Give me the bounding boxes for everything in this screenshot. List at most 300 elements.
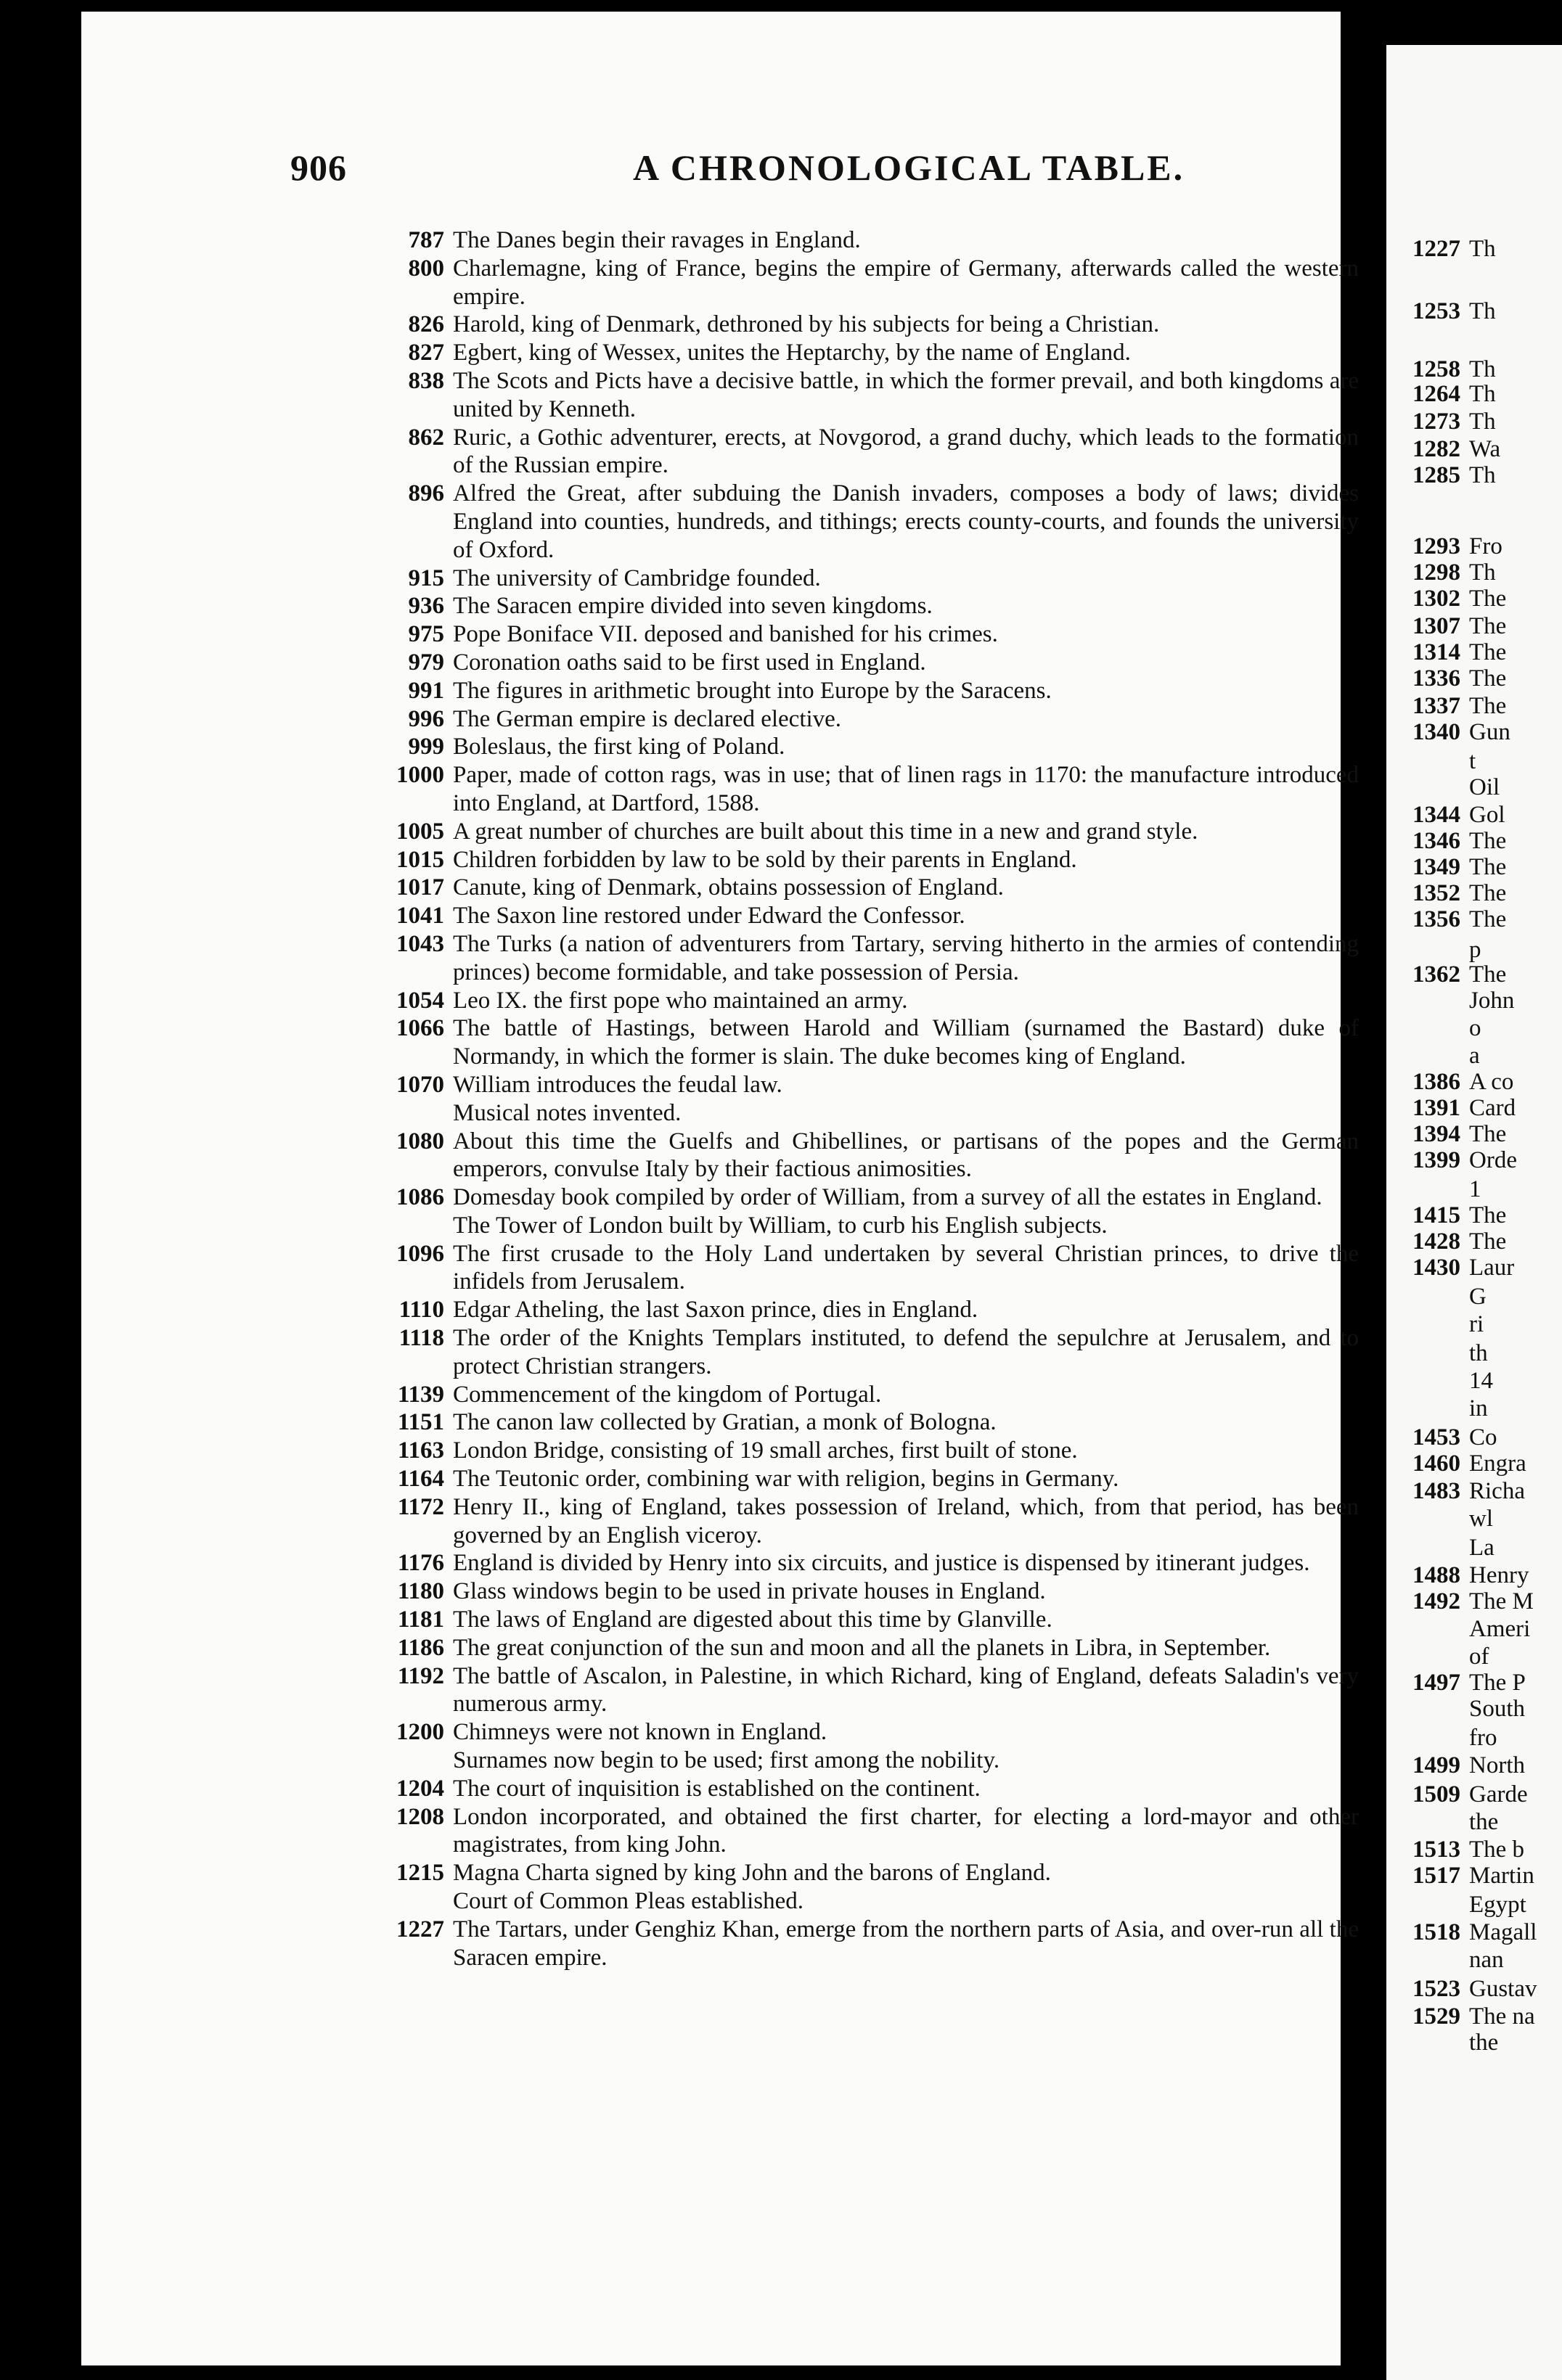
entry-text: Ruric, a Gothic adventurer, erects, at Novgorod, a grand duchy, which leads to the formation of the Russian empire.	[453, 424, 1359, 479]
right-chronology-entry	[1398, 1588, 1534, 1615]
right-chronology-entry	[1398, 380, 1496, 408]
entry-year: 862	[408, 424, 444, 451]
entry-year: 1529	[1412, 2003, 1460, 2030]
chronology-entry	[372, 592, 1359, 620]
entry-text: Henry	[1469, 1562, 1529, 1588]
entry-text: ri	[1469, 1311, 1484, 1337]
entry-text: The	[1469, 1202, 1507, 1228]
entry-text: Th	[1469, 559, 1496, 586]
entry-text: t	[1469, 748, 1476, 774]
entry-text: The	[1469, 1228, 1507, 1255]
entry-year: 787	[408, 227, 444, 253]
entry-year: 800	[408, 255, 444, 282]
entry-text: Engra	[1469, 1450, 1526, 1477]
entry-year: 1054	[396, 987, 444, 1014]
entry-text: South	[1469, 1696, 1526, 1722]
right-chronology-entry	[1398, 1120, 1506, 1148]
entry-year: 826	[408, 311, 444, 338]
entry-year: 915	[408, 565, 444, 591]
entry-text: The b	[1469, 1837, 1525, 1863]
right-chronology-entry	[1398, 1202, 1506, 1229]
chronology-entry	[372, 1408, 1359, 1437]
entry-year: 838	[408, 367, 444, 394]
entry-text: the	[1469, 2030, 1499, 2056]
entry-year: 1509	[1412, 1781, 1460, 1807]
right-chronology-entry	[1398, 612, 1506, 640]
chronology-entry	[372, 1437, 1359, 1465]
right-chronology-entry	[1398, 2029, 1498, 2056]
chronology-entry	[372, 1577, 1359, 1606]
entry-text: The battle of Ascalon, in Palestine, in which Richard, king of England, defeats Saladin's very numerous army.	[453, 1662, 1359, 1718]
entry-text: The canon law collected by Gratian, a monk of Bologna.	[453, 1409, 997, 1436]
right-chronology-entry	[1398, 1836, 1524, 1863]
entry-text: in	[1469, 1395, 1488, 1421]
entry-text: The M	[1469, 1588, 1534, 1614]
chronology-entry	[372, 1493, 1359, 1550]
chronology-entry	[372, 987, 1359, 1015]
right-chronology-entry	[1398, 1146, 1517, 1174]
entry-year: 1336	[1412, 665, 1460, 692]
entry-year: 1483	[1412, 1478, 1460, 1504]
entry-text: The Danes begin their ravages in England.	[453, 227, 861, 253]
entry-text: The figures in arithmetic brought into Europe by the Saracens.	[453, 677, 1052, 704]
entry-text: nan	[1469, 1947, 1504, 1973]
entry-text: The	[1469, 906, 1507, 932]
entry-year: 1285	[1412, 462, 1460, 488]
entry-text: G	[1469, 1284, 1487, 1310]
entry-text: Commencement of the kingdom of Portugal.	[453, 1381, 882, 1408]
entry-year: 1307	[1412, 613, 1460, 639]
right-chronology-entry	[1398, 1367, 1493, 1395]
entry-text: Martin	[1469, 1863, 1534, 1889]
entry-year: 1352	[1412, 880, 1460, 906]
entry-text: The	[1469, 1121, 1507, 1147]
right-chronology-entry	[1398, 461, 1496, 489]
chronology-entry	[372, 677, 1359, 705]
entry-text: Domesday book compiled by order of William, from a survey of all the estates in England.	[453, 1184, 1322, 1211]
right-page-fragment	[1386, 45, 1562, 2380]
right-chronology-entry	[1398, 356, 1496, 383]
entry-text: Ameri	[1469, 1616, 1531, 1642]
entry-text: The	[1469, 613, 1507, 639]
entry-year: 1523	[1412, 1976, 1460, 2002]
entry-text: Glass windows begin to be used in private houses in England.	[453, 1578, 1046, 1605]
entry-year: 1293	[1412, 533, 1460, 559]
entry-text: The P	[1469, 1670, 1526, 1696]
entry-text: Oil	[1469, 774, 1500, 800]
entry-text: The laws of England are digested about this time by Glanville.	[453, 1606, 1052, 1633]
entry-text: Magall	[1469, 1919, 1537, 1945]
entry-year: 1227	[396, 1916, 444, 1942]
right-chronology-entry	[1398, 1808, 1498, 1836]
entry-text: The Scots and Picts have a decisive battle, in which the former prevail, and both kingdoms are united by Kenneth.	[453, 367, 1359, 422]
entry-year: 1517	[1412, 1863, 1460, 1889]
entry-text: The Tartars, under Genghiz Khan, emerge from the northern parts of Asia, and over-run all the Saracen empire.	[453, 1916, 1359, 1971]
chronology-entry	[372, 480, 1359, 564]
entry-text: London Bridge, consisting of 19 small arches, first built of stone.	[453, 1437, 1078, 1464]
entry-year: 1349	[1412, 854, 1460, 880]
entry-year: 1204	[396, 1775, 444, 1802]
entry-year: 1043	[396, 930, 444, 957]
entry-year: 1298	[1412, 559, 1460, 586]
right-chronology-entry	[1398, 1094, 1516, 1122]
entry-year: 1399	[1412, 1147, 1460, 1173]
entry-year: 1215	[396, 1860, 444, 1887]
entry-year: 1015	[396, 846, 444, 873]
chronology-entry	[372, 1014, 1359, 1071]
chronology-entry	[372, 1916, 1359, 1972]
chronology-entry	[372, 930, 1359, 987]
entry-text: 1	[1469, 1176, 1481, 1202]
right-chronology-entry	[1398, 559, 1496, 586]
right-chronology-entry	[1398, 718, 1510, 746]
entry-year: 1208	[396, 1803, 444, 1830]
entry-text: The Teutonic order, combining war with religion, begins in Germany.	[453, 1466, 1119, 1493]
entry-year: 1253	[1412, 298, 1460, 324]
entry-year: 1096	[396, 1240, 444, 1267]
entry-year: 1172	[397, 1493, 444, 1520]
entry-text: Edgar Atheling, the last Saxon prince, dies in England.	[453, 1297, 978, 1324]
entry-text: Garde	[1469, 1781, 1528, 1807]
entry-text: wl	[1469, 1506, 1493, 1532]
entry-year: 1192	[397, 1662, 444, 1689]
chronology-entry	[372, 339, 1359, 367]
entry-text: of	[1469, 1644, 1489, 1670]
right-chronology-entry	[1398, 1395, 1488, 1422]
entry-year: 1264	[1412, 381, 1460, 407]
right-chronology-entry	[1398, 801, 1505, 829]
entry-text: Coronation oaths said to be first used in England.	[453, 649, 926, 676]
entry-text: 14	[1469, 1368, 1493, 1394]
entry-text: Surnames now begin to be used; first among the nobility.	[453, 1747, 1000, 1774]
right-chronology-entry	[1398, 1724, 1497, 1752]
entry-text: Th	[1469, 409, 1496, 435]
chronology-entry	[372, 1240, 1359, 1297]
right-chronology-entry	[1398, 1862, 1534, 1889]
right-chronology-entry	[1398, 1919, 1537, 1946]
chronology-entry	[372, 1324, 1359, 1381]
chronology-entry	[372, 1183, 1359, 1212]
entry-text: Richa	[1469, 1478, 1525, 1504]
entry-text: The	[1469, 880, 1507, 906]
entry-text: Egypt	[1469, 1892, 1526, 1918]
chronology-entry	[372, 1296, 1359, 1324]
entry-text: The great conjunction of the sun and moon and all the planets in Libra, in September.	[453, 1634, 1271, 1661]
chronology-entry	[372, 705, 1359, 734]
entry-text: Egbert, king of Wessex, unites the Heptarchy, by the name of England.	[453, 340, 1131, 366]
entry-year: 1086	[396, 1184, 444, 1211]
entry-text: Th	[1469, 462, 1496, 488]
right-chronology-entry	[1398, 585, 1506, 612]
entry-text: The first crusade to the Holy Land undertaken by several Christian princes, to drive the infidels from Jerusalem.	[453, 1240, 1359, 1295]
entry-text: Orde	[1469, 1147, 1517, 1173]
entry-year: 1430	[1412, 1255, 1460, 1281]
entry-year: 999	[408, 734, 444, 760]
entry-text: Alfred the Great, after subduing the Danish invaders, composes a body of laws; divides England into counties, hundreds, and tithings; erects county-courts, and founds the university of Oxford.	[453, 480, 1359, 563]
chronology-entry	[372, 1859, 1359, 1887]
chronology-entry	[372, 1662, 1359, 1719]
entry-text: The Tower of London built by William, to curb his English subjects.	[453, 1212, 1108, 1239]
entry-year: 1314	[1412, 639, 1460, 665]
chronology-entry	[372, 1212, 1359, 1240]
entry-text: The court of inquisition is established on the continent.	[453, 1775, 981, 1802]
entry-year: 827	[408, 340, 444, 366]
entry-text: Card	[1469, 1095, 1516, 1121]
entry-year: 1282	[1412, 436, 1460, 462]
entry-text: The	[1469, 639, 1507, 665]
right-chronology-entry	[1398, 1615, 1530, 1643]
entry-year: 1080	[396, 1128, 444, 1154]
chronology-entry	[372, 902, 1359, 930]
right-chronology-entry	[1398, 906, 1506, 933]
entry-text: Charlemagne, king of France, begins the empire of Germany, afterwards called the western empire.	[453, 255, 1359, 310]
entry-year: 996	[408, 705, 444, 732]
entry-text: Fro	[1469, 533, 1502, 559]
entry-year: 1453	[1412, 1424, 1460, 1450]
right-chronology-entry	[1398, 1014, 1481, 1042]
right-chronology-entry	[1398, 1175, 1481, 1203]
chronology-entry	[372, 733, 1359, 761]
entry-text: John	[1469, 988, 1515, 1014]
entry-year: 1118	[398, 1325, 444, 1352]
chronology-entry	[372, 1718, 1359, 1747]
entry-text: Th	[1469, 236, 1496, 262]
right-chronology-entry	[1398, 1310, 1484, 1338]
chronology-entry	[372, 1747, 1359, 1775]
entry-text: North	[1469, 1752, 1525, 1778]
chronology-entry	[372, 1549, 1359, 1577]
entry-text: The Turks (a nation of adventurers from Tartary, serving hitherto in the armies of contending princes) become formidable, and take possession of Persia.	[453, 930, 1359, 985]
entry-text: The	[1469, 828, 1507, 854]
right-chronology-entry	[1398, 1669, 1526, 1696]
right-chronology-entry	[1398, 1254, 1514, 1281]
right-chronology-entry	[1398, 1339, 1488, 1367]
entry-text: The Saracen empire divided into seven kingdoms.	[453, 593, 933, 620]
entry-text: a	[1469, 1043, 1480, 1069]
right-chronology-entry	[1398, 1562, 1529, 1589]
right-chronology-entry	[1398, 1505, 1493, 1532]
right-chronology-entry	[1398, 879, 1506, 907]
entry-year: 1460	[1412, 1450, 1460, 1477]
entry-year: 1005	[396, 818, 444, 845]
entry-text: London incorporated, and obtained the first charter, for electing a lord-mayor and other magistrates, from king John.	[453, 1803, 1359, 1858]
entry-year: 1340	[1412, 719, 1460, 745]
chronology-entry	[372, 1803, 1359, 1860]
entry-text: The	[1469, 854, 1507, 880]
entry-year: 1344	[1412, 802, 1460, 828]
entry-year: 1017	[396, 874, 444, 901]
entry-year: 1346	[1412, 828, 1460, 854]
entry-text: o	[1469, 1015, 1481, 1041]
right-chronology-entry	[1398, 408, 1496, 435]
entry-text: Leo IX. the first pope who maintained an army.	[453, 987, 908, 1014]
page-title: A CHRONOLOGICAL TABLE.	[633, 147, 1185, 188]
entry-text: A great number of churches are built about this time in a new and grand style.	[453, 818, 1198, 845]
right-chronology-entry	[1398, 1042, 1480, 1070]
entry-year: 1164	[397, 1466, 444, 1493]
entry-year: 975	[408, 621, 444, 648]
entry-text: The order of the Knights Templars instituted, to defend the sepulchre at Jerusalem, and to protect Christian strangers.	[453, 1325, 1359, 1379]
entry-text: Gun	[1469, 719, 1510, 745]
right-chronology-entry	[1398, 1534, 1494, 1562]
entry-year: 1302	[1412, 586, 1460, 612]
entry-text: Th	[1469, 381, 1496, 407]
right-chronology-entry	[1398, 2003, 1535, 2030]
entry-year: 1337	[1412, 693, 1460, 719]
entry-year: 1415	[1412, 1202, 1460, 1228]
right-chronology-entry	[1398, 639, 1506, 666]
right-chronology-entry	[1398, 1068, 1513, 1096]
right-chronology-entry	[1398, 665, 1506, 692]
entry-year: 1110	[398, 1297, 444, 1324]
entry-text: The battle of Hastings, between Harold and William (surnamed the Bastard) duke of Normandy, in which the former is slain. The duke becomes king of England.	[453, 1015, 1359, 1070]
entry-text: Canute, king of Denmark, obtains possession of England.	[453, 874, 1004, 901]
right-chronology-entry	[1398, 1450, 1526, 1477]
right-chronology-list	[1386, 45, 1562, 2380]
right-chronology-entry	[1398, 1228, 1506, 1255]
entry-text: Pope Boniface VII. deposed and banished for his crimes.	[453, 621, 998, 648]
right-chronology-entry	[1398, 1283, 1487, 1310]
page-number: 906	[290, 147, 347, 188]
entry-text: A co	[1469, 1069, 1514, 1095]
entry-text: The Saxon line restored under Edward the Confessor.	[453, 903, 965, 930]
chronology-entry	[372, 1634, 1359, 1662]
entry-text: The	[1469, 961, 1507, 988]
entry-year: 1227	[1412, 236, 1460, 262]
chronology-entry	[372, 1465, 1359, 1493]
right-chronology-entry	[1398, 1946, 1504, 1974]
entry-year: 1186	[397, 1634, 444, 1661]
right-chronology-entry	[1398, 692, 1506, 720]
entry-year: 1356	[1412, 906, 1460, 932]
entry-year: 1394	[1412, 1121, 1460, 1147]
chronology-entry	[372, 1381, 1359, 1409]
chronology-entry	[372, 424, 1359, 480]
right-chronology-entry	[1398, 1752, 1525, 1779]
entry-text: Musical notes invented.	[453, 1099, 682, 1126]
entry-text: Th	[1469, 298, 1496, 324]
right-chronology-entry	[1398, 1643, 1489, 1670]
chronology-entry	[372, 565, 1359, 593]
entry-text: The na	[1469, 2003, 1535, 2030]
entry-year: 1070	[396, 1071, 444, 1098]
entry-text: fro	[1469, 1725, 1497, 1751]
entry-year: 1066	[396, 1015, 444, 1042]
entry-text: Th	[1469, 356, 1496, 382]
chronology-entry	[372, 1099, 1359, 1128]
chronology-list	[372, 226, 1359, 1971]
entry-text: Court of Common Pleas established.	[453, 1888, 804, 1915]
right-chronology-entry	[1398, 936, 1481, 964]
entry-text: England is divided by Henry into six circuits, and justice is dispensed by itinerant judges.	[453, 1550, 1310, 1577]
entry-year: 1000	[396, 762, 444, 789]
right-chronology-entry	[1398, 827, 1506, 855]
entry-year: 1200	[396, 1719, 444, 1746]
chronology-entry	[372, 367, 1359, 424]
entry-text: Magna Charta signed by king John and the barons of England.	[453, 1860, 1051, 1887]
chronology-entry	[372, 874, 1359, 902]
entry-year: 896	[408, 480, 444, 507]
right-chronology-entry	[1398, 533, 1502, 560]
chronology-entry	[372, 255, 1359, 311]
left-page	[81, 12, 1359, 2365]
chronology-entry	[372, 649, 1359, 677]
right-chronology-entry	[1398, 1975, 1537, 2003]
entry-year: 1391	[1412, 1095, 1460, 1121]
chronology-entry	[372, 226, 1359, 255]
entry-text: Wa	[1469, 436, 1501, 462]
entry-text: Henry II., king of England, takes possession of Ireland, which, from that period, has been governed by an English viceroy.	[453, 1493, 1359, 1548]
right-chronology-entry	[1398, 987, 1514, 1014]
entry-text: Paper, made of cotton rags, was in use; that of linen rags in 1170: the manufacture introduced into England, at Dartford, 1588.	[453, 762, 1359, 816]
entry-year: 1499	[1412, 1752, 1460, 1778]
chronology-entry	[372, 818, 1359, 846]
entry-text: William introduces the feudal law.	[453, 1071, 782, 1098]
entry-year: 1273	[1412, 409, 1460, 435]
entry-year: 1139	[397, 1381, 444, 1408]
right-chronology-entry	[1398, 235, 1496, 263]
entry-text: Harold, king of Denmark, dethroned by his subjects for being a Christian.	[453, 311, 1160, 338]
entry-text: Children forbidden by law to be sold by their parents in England.	[453, 846, 1077, 873]
entry-text: The	[1469, 586, 1507, 612]
right-chronology-entry	[1398, 853, 1506, 881]
chronology-entry	[372, 761, 1359, 818]
right-chronology-entry	[1398, 747, 1476, 775]
entry-year: 979	[408, 649, 444, 676]
entry-year: 1151	[397, 1409, 444, 1436]
right-chronology-entry	[1398, 961, 1506, 988]
entry-text: p	[1469, 937, 1481, 963]
entry-year: 936	[408, 593, 444, 620]
entry-year: 1041	[396, 903, 444, 930]
entry-year: 1428	[1412, 1228, 1460, 1255]
entry-text: La	[1469, 1535, 1494, 1561]
entry-text: The	[1469, 665, 1507, 692]
right-chronology-entry	[1398, 1695, 1525, 1723]
entry-year: 1488	[1412, 1562, 1460, 1588]
entry-text: Gol	[1469, 802, 1505, 828]
entry-year: 1163	[397, 1437, 444, 1464]
chronology-entry	[372, 1887, 1359, 1916]
entry-text: th	[1469, 1340, 1488, 1366]
entry-text: The German empire is declared elective.	[453, 705, 842, 732]
entry-year: 991	[408, 677, 444, 704]
entry-year: 1180	[397, 1578, 444, 1605]
entry-year: 1176	[397, 1550, 444, 1577]
entry-year: 1497	[1412, 1670, 1460, 1696]
right-chronology-entry	[1398, 774, 1500, 801]
chronology-entry	[372, 846, 1359, 874]
chronology-entry	[372, 1606, 1359, 1634]
chronology-entry	[372, 1071, 1359, 1099]
entry-text: The	[1469, 693, 1507, 719]
chronology-entry	[372, 311, 1359, 339]
right-chronology-entry	[1398, 1781, 1528, 1808]
entry-text: Co	[1469, 1424, 1497, 1450]
entry-text: Boleslaus, the first king of Poland.	[453, 734, 785, 760]
entry-text: Gustav	[1469, 1976, 1537, 2002]
entry-year: 1258	[1412, 356, 1460, 382]
entry-text: The university of Cambridge founded.	[453, 565, 821, 591]
entry-year: 1362	[1412, 961, 1460, 988]
entry-text: the	[1469, 1809, 1499, 1835]
entry-text: About this time the Guelfs and Ghibellines, or partisans of the popes and the German emperors, convulse Italy by their factious animosities.	[453, 1128, 1359, 1183]
entry-year: 1386	[1412, 1069, 1460, 1095]
entry-year: 1513	[1412, 1837, 1460, 1863]
right-chronology-entry	[1398, 1477, 1525, 1505]
right-chronology-entry	[1398, 1891, 1526, 1919]
entry-year: 1492	[1412, 1588, 1460, 1614]
